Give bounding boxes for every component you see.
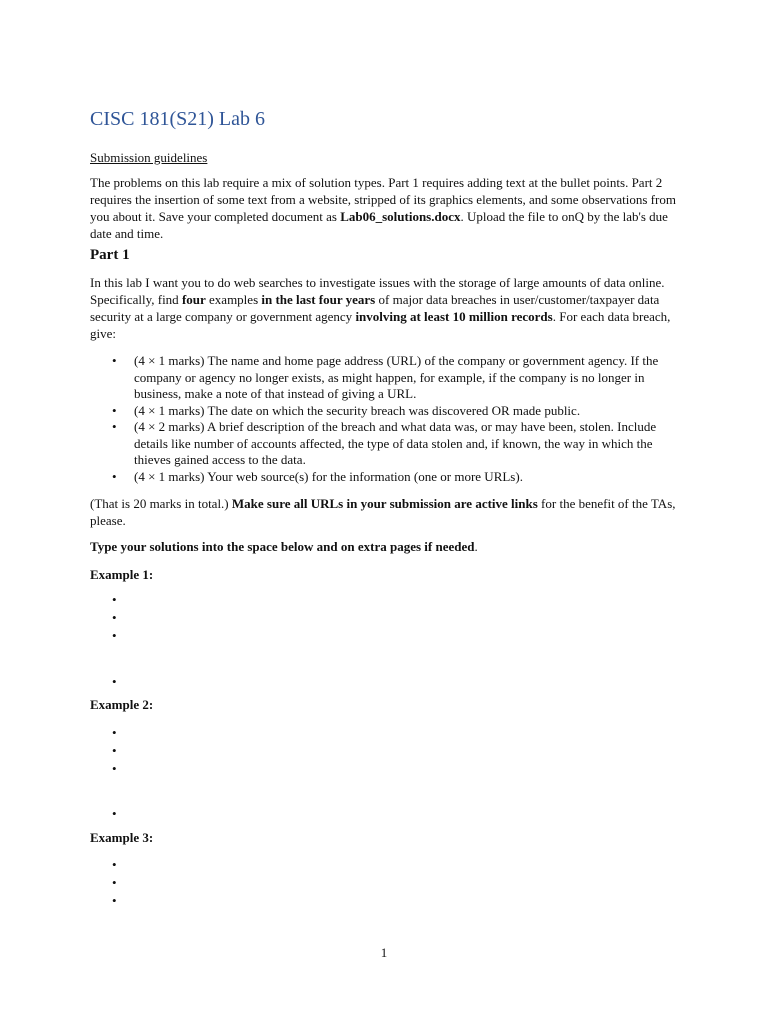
requirements-list	[90, 353, 680, 485]
part1-bold-four: four	[181, 292, 206, 307]
answer-bullet[interactable]: •	[112, 592, 117, 607]
intro-text-1: The problems on this lab require a mix of solution types. Part 1 requires adding text at the bullet points. Part 2 requires the insertion of some text from a website, stripped of its graphics elements, and some observations from you about it. Save your completed document as	[90, 175, 676, 224]
example-2-heading: Example 2:	[90, 697, 154, 712]
type-note-bold: Type your solutions into the space below and on extra pages if needed	[90, 539, 475, 554]
part1-text-4: . For each data breach, give:	[90, 309, 671, 341]
intro-filename: Lab06_solutions.docx	[340, 209, 461, 224]
answer-bullet[interactable]: •	[112, 893, 117, 908]
bullet-icon: •	[112, 468, 117, 484]
bullet-icon: •	[112, 402, 117, 418]
answer-bullet[interactable]: •	[112, 761, 117, 776]
page-number: 1	[380, 945, 388, 960]
answer-bullet[interactable]: •	[112, 674, 117, 689]
part1-bold-years: in the last four years	[261, 292, 376, 307]
answer-bullet[interactable]: •	[112, 725, 117, 740]
list-item	[90, 469, 680, 486]
submission-guidelines-heading: Submission guidelines	[90, 150, 208, 165]
list-item	[90, 353, 680, 403]
bullet-icon: •	[112, 419, 117, 434]
list-item-text: (4 × 1 marks) The date on which the security breach was discovered OR made public.	[134, 402, 581, 418]
answer-bullet[interactable]: •	[112, 743, 117, 758]
type-note-text: .	[474, 539, 478, 554]
part1-text-1: In this lab I want you to do web searches to investigate issues with the storage of large amounts of data online. Specifically, find	[90, 275, 665, 307]
list-item	[90, 419, 680, 469]
page-title: CISC 181(S21) Lab 6	[90, 108, 265, 130]
list-item	[90, 403, 680, 420]
total-note-text-1: (That is 20 marks in total.)	[90, 496, 232, 511]
bullet-icon: •	[112, 353, 117, 368]
answer-bullet[interactable]: •	[112, 610, 117, 625]
type-solutions-note	[90, 538, 680, 555]
list-item-text: (4 × 1 marks) Your web source(s) for the information (one or more URLs).	[134, 468, 523, 484]
part-1-paragraph	[90, 274, 680, 342]
total-marks-note	[90, 495, 680, 529]
intro-text-2: . Upload the file to onQ by the lab's due date and time.	[90, 209, 668, 241]
part1-text-3: of major data breaches in user/customer/taxpayer data security at a large company or government agency	[90, 292, 660, 324]
part1-bold-involving: involving at least 10 million records	[355, 309, 553, 324]
answer-bullet[interactable]: •	[112, 806, 117, 821]
answer-bullet[interactable]: •	[112, 875, 117, 890]
example-1-heading: Example 1:	[90, 567, 154, 582]
part1-text-2: examples	[205, 292, 262, 307]
list-item-text: (4 × 1 marks) The name and home page address (URL) of the company or government agency. If the company or agency no longer exists, as might happen, for example, if the company is no longer in business, make a note of that instead of giving a URL.	[134, 353, 659, 401]
total-note-text-2: for the benefit of the TAs, please.	[90, 496, 676, 528]
answer-bullet[interactable]: •	[112, 857, 117, 872]
example-3-heading: Example 3:	[90, 830, 154, 845]
intro-paragraph	[90, 174, 680, 242]
part-1-heading: Part 1	[90, 247, 130, 263]
answer-bullet[interactable]: •	[112, 628, 117, 643]
total-note-bold: Make sure all URLs in your submission are active links	[231, 496, 538, 511]
list-item-text: (4 × 2 marks) A brief description of the breach and what data was, or may have been, stolen. Include details like number of accounts affected, the type of data stolen and, if known, the way in which the thieves gained access to the data.	[134, 419, 657, 467]
